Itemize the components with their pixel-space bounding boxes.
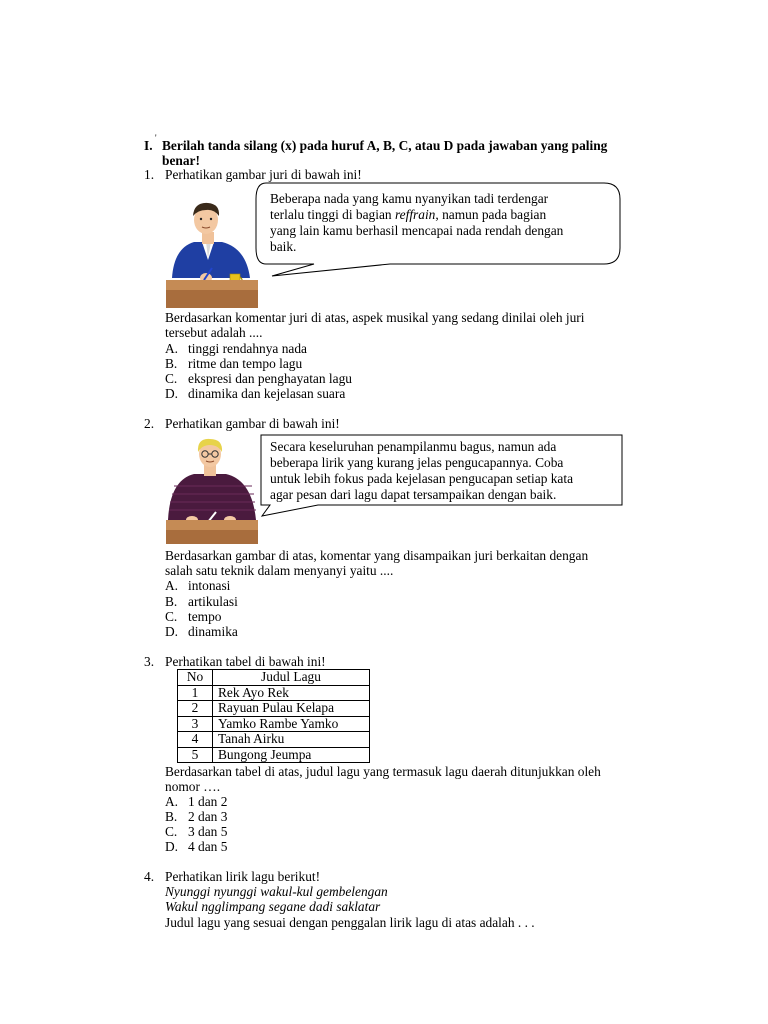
q2-option-b-letter[interactable]: B.: [165, 594, 178, 609]
q2-speech-bubble: [270, 439, 620, 503]
q2-option-a-text: intonasi: [188, 578, 231, 593]
section-instruction: Berilah tanda silang (x) pada huruf A, B, C, atau D pada jawaban yang paling: [162, 138, 608, 153]
q3-option-b-text: 2 dan 3: [188, 809, 228, 824]
song-table: [177, 669, 370, 763]
q1-prompt: Perhatikan gambar juri di bawah ini!: [165, 167, 362, 182]
q2-option-d-text: dinamika: [188, 624, 238, 639]
table-header-title: Judul Lagu: [213, 670, 370, 686]
table-cell-title: Tanah Airku: [213, 732, 370, 748]
q1-number: 1.: [144, 167, 155, 182]
q2-number: 2.: [144, 416, 155, 431]
q2-option-a-letter[interactable]: A.: [165, 578, 179, 593]
q3-option-d-letter[interactable]: D.: [165, 839, 179, 854]
q1-option-d-letter[interactable]: D.: [165, 386, 179, 401]
table-cell-title: Rayuan Pulau Kelapa: [213, 701, 370, 717]
table-header-row: [178, 670, 370, 686]
q2-option-b-text: artikulasi: [188, 594, 238, 609]
q1-stem-cont: tersebut adalah ....: [165, 325, 263, 340]
q4-stem: Judul lagu yang sesuai dengan penggalan lirik lagu di atas adalah . . .: [165, 915, 535, 930]
q3-stem-cont: nomor ….: [165, 779, 221, 794]
q1-bubble-line2: [270, 207, 615, 223]
q3-option-b-letter[interactable]: B.: [165, 809, 178, 824]
q4-lyric-line1: Nyunggi nyunggi wakul-kul gembelengan: [165, 884, 388, 899]
q2-bubble-line1: Secara keseluruhan penampilanmu bagus, namun ada: [270, 439, 557, 454]
q3-option-c-letter[interactable]: C.: [165, 824, 178, 839]
q1-stem: Berdasarkan komentar juri di atas, aspek musikal yang sedang dinilai oleh juri: [165, 310, 585, 325]
q2-prompt: Perhatikan gambar di bawah ini!: [165, 416, 340, 431]
q4-lyric-line2: Wakul ngglimpang segane dadi saklatar: [165, 899, 381, 914]
q2-option-c-letter[interactable]: C.: [165, 609, 178, 624]
q2-bubble-line3: untuk lebih fokus pada kejelasan pengucapan setiap kata: [270, 471, 574, 486]
q1-option-c-letter[interactable]: C.: [165, 371, 178, 386]
q1-option-b-text: ritme dan tempo lagu: [188, 356, 303, 371]
q1-bubble-line3: yang lain kamu berhasil mencapai nada rendah dengan: [270, 223, 564, 238]
table-cell-no: 4: [178, 732, 213, 748]
q1-option-a-text: tinggi rendahnya nada: [188, 341, 307, 356]
q2-bubble-line4: agar pesan dari lagu dapat tersampaikan dengan baik.: [270, 487, 557, 502]
q2-stem-cont: salah satu teknik dalam menyanyi yaitu ....: [165, 563, 394, 578]
table-cell-no: 1: [178, 685, 213, 701]
q3-option-a-text: 1 dan 2: [188, 794, 228, 809]
section-number: I.: [144, 138, 153, 153]
q1-bubble-line1: Beberapa nada yang kamu nyanyikan tadi terdengar: [270, 191, 549, 206]
section-instruction-cont: benar!: [162, 153, 200, 168]
q1-bubble-line2-post: , namun pada bagian: [435, 207, 547, 222]
q1-bubble-line2-pre: terlalu tinggi di bagian: [270, 207, 395, 222]
q2-bubble-line2: beberapa lirik yang kurang jelas pengucapannya. Coba: [270, 455, 564, 470]
table-row: [178, 732, 370, 748]
q3-number: 3.: [144, 654, 155, 669]
q3-stem: Berdasarkan tabel di atas, judul lagu yang termasuk lagu daerah ditunjukkan oleh: [165, 764, 601, 779]
q1-speech-bubble: [270, 191, 615, 255]
table-cell-title: Rek Ayo Rek: [213, 685, 370, 701]
table-cell-no: 3: [178, 716, 213, 732]
q4-number: 4.: [144, 869, 155, 884]
q4-prompt: Perhatikan lirik lagu berikut!: [165, 869, 321, 884]
q1-bubble-line2-italic: reffrain: [394, 207, 436, 222]
table-cell-no: 5: [178, 747, 213, 763]
q3-option-c-text: 3 dan 5: [188, 824, 228, 839]
table-header-no: No: [178, 670, 213, 686]
table-row: [178, 701, 370, 717]
q2-stem: Berdasarkan gambar di atas, komentar yang disampaikan juri berkaitan dengan: [165, 548, 589, 563]
table-row: [178, 747, 370, 763]
q1-option-b-letter[interactable]: B.: [165, 356, 178, 371]
q2-option-c-text: tempo: [188, 609, 222, 624]
q3-option-a-letter[interactable]: A.: [165, 794, 179, 809]
q3-option-d-text: 4 dan 5: [188, 839, 228, 854]
q1-option-a-letter[interactable]: A.: [165, 341, 179, 356]
q1-option-c-text: ekspresi dan penghayatan lagu: [188, 371, 352, 386]
table-cell-no: 2: [178, 701, 213, 717]
q3-prompt: Perhatikan tabel di bawah ini!: [165, 654, 326, 669]
q1-bubble-line4: baik.: [270, 239, 297, 254]
table-row: [178, 716, 370, 732]
table-cell-title: Bungong Jeumpa: [213, 747, 370, 763]
judge-1-illustration: [164, 198, 264, 310]
table-row: [178, 685, 370, 701]
section-mark: ': [155, 133, 157, 143]
q1-option-d-text: dinamika dan kejelasan suara: [188, 386, 346, 401]
judge-2-illustration: [164, 436, 264, 546]
table-cell-title: Yamko Rambe Yamko: [213, 716, 370, 732]
q2-option-d-letter[interactable]: D.: [165, 624, 179, 639]
